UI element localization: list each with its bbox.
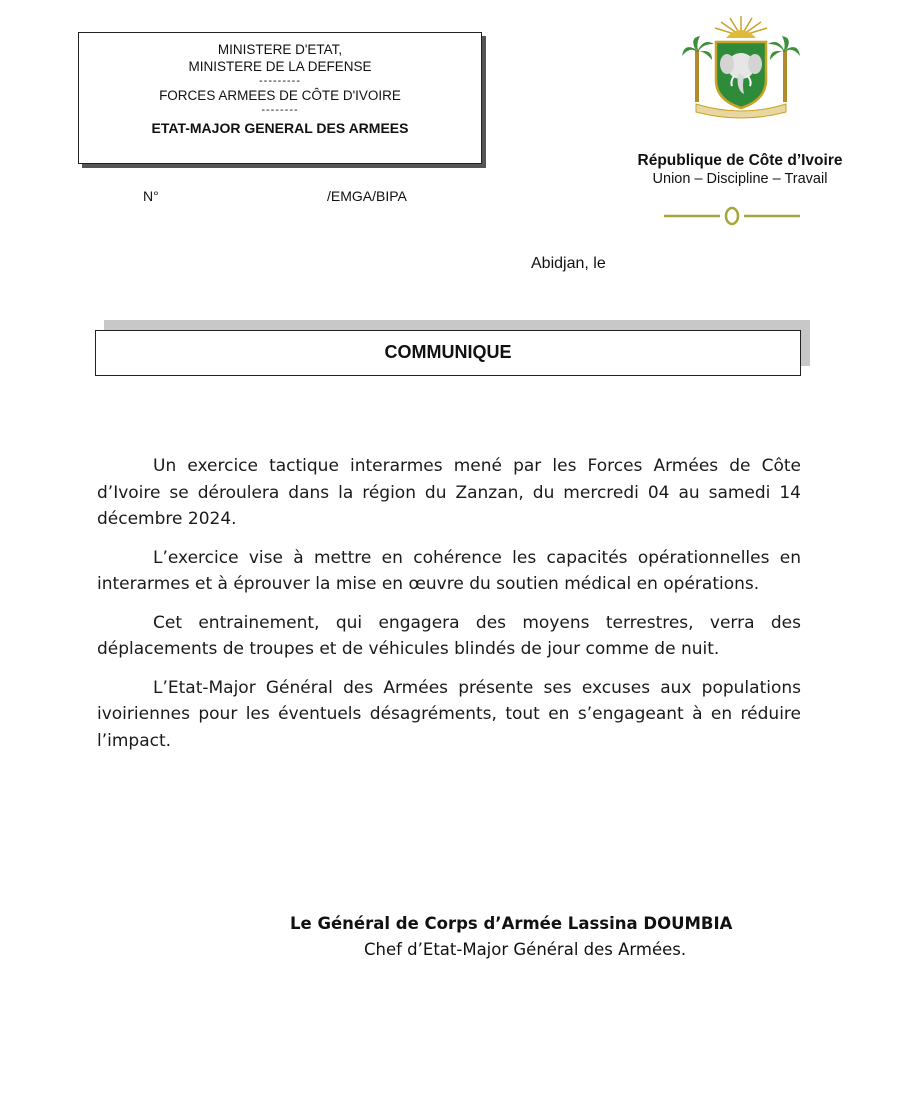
- republic-name: République de Côte d’Ivoire: [637, 152, 843, 169]
- signatory-title: Chef d’Etat-Major Général des Armées.: [364, 940, 687, 959]
- signatory-name: Le Général de Corps d’Armée Lassina DOUMBIA: [290, 914, 733, 933]
- forces-line: FORCES ARMEES DE CÔTE D'IVOIRE: [159, 88, 401, 103]
- ministry-line-1: MINISTERE D'ETAT,: [217, 42, 343, 57]
- republic-block: [590, 152, 890, 188]
- paragraph-1: Un exercice tactique interarmes mené par les Forces Armées de Côte d’Ivoire se déroulera dans la région du Zanzan, du mercredi 04 au samedi 14 décembre 2024.: [97, 456, 801, 529]
- separator-1: ---------: [259, 75, 301, 87]
- place-date: Abidjan, le: [531, 255, 606, 272]
- paragraph-3: Cet entrainement, qui engagera des moyens terrestres, verra des déplacements de troupes et de véhicules blindés de jour comme de nuit.: [97, 612, 801, 659]
- ministry-line-2: MINISTERE DE LA DEFENSE: [188, 59, 372, 74]
- document-title: COMMUNIQUE: [95, 330, 801, 376]
- reference-code: /EMGA/BIPA: [327, 188, 407, 204]
- communique-body: [97, 453, 801, 766]
- divider-ornament-icon: [664, 204, 800, 228]
- reference-number-label: N°: [143, 188, 159, 204]
- paragraph-2: L’exercice vise à mettre en cohérence les capacités opérationnelles en interarmes et à éprouver la mise en œuvre du soutien médical en opérations.: [97, 547, 801, 594]
- coat-of-arms-icon: [682, 14, 800, 122]
- paragraph-4: L’Etat-Major Général des Armées présente ses excuses aux populations ivoiriennes pour les éventuels désagréments, tout en s’engageant à en réduire l’impact.: [97, 677, 801, 751]
- etat-major-line: ETAT-MAJOR GENERAL DES ARMEES: [151, 120, 409, 136]
- letterhead-box: [78, 32, 482, 164]
- republic-motto: Union – Discipline – Travail: [652, 171, 828, 187]
- separator-2: --------: [261, 104, 299, 116]
